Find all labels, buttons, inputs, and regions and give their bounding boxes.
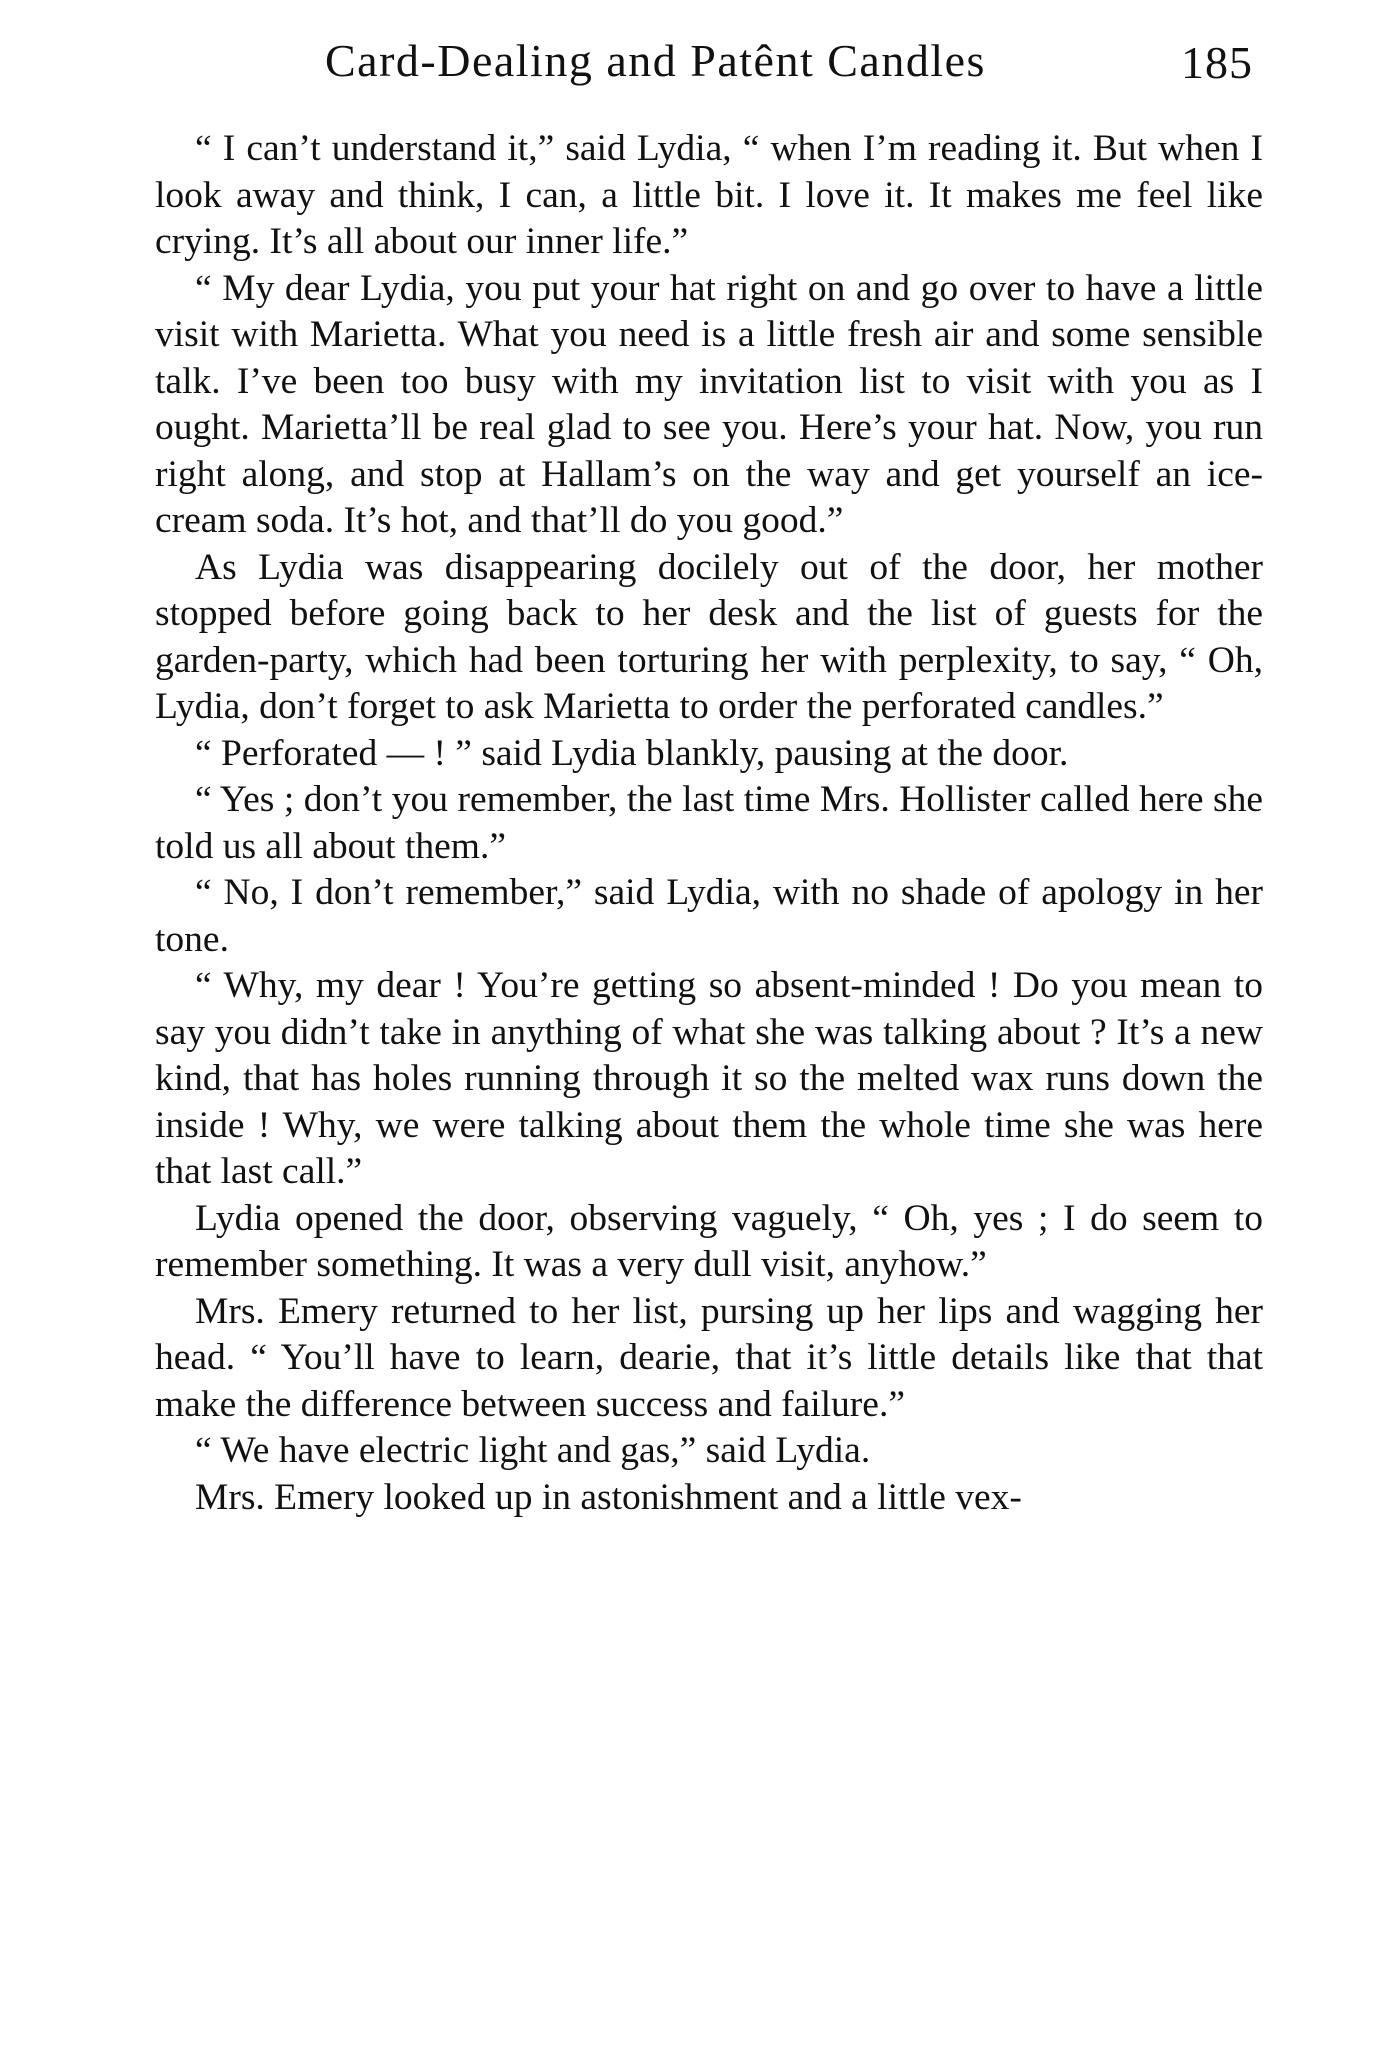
paragraph: As Lydia was disappearing docilely out of the door, her mother stopped before going back to her desk and the list of guests for the garden-party, which had been torturing her with perplexity, to say, “ Oh, Lydia, don’t forget to ask Marietta to order the perforated candles.” [155, 546, 1263, 727]
paragraph: Mrs. Emery looked up in astonishment and a little vex- [195, 1476, 1022, 1518]
paragraph: “ We have electric light and gas,” said Lydia. [195, 1430, 871, 1471]
paragraph: Mrs. Emery returned to her list, pursing up her lips and wagging her head. “ You’ll have to learn, dearie, that it’s little details like that that make the difference between success and failure.” [155, 1290, 1263, 1425]
running-head [155, 34, 1265, 94]
paragraph: “ No, I don’t remember,” said Lydia, with no shade of apology in her tone. [155, 872, 1263, 960]
paragraph: “ Perforated — ! ” said Lydia blankly, pausing at the door. [195, 732, 1069, 774]
paragraph: Lydia opened the door, observing vaguely, “ Oh, yes ; I do seem to remember something. It was a very dull visit, anyhow.” [155, 1197, 1263, 1285]
paragraph: “ Yes ; don’t you remember, the last time Mrs. Hollister called here she told us all about them.” [155, 779, 1263, 867]
page-number: 185 [1181, 37, 1253, 88]
paragraph: “ My dear Lydia, you put your hat right on and go over to have a little visit with Marietta. What you need is a little fresh air and some sensible talk. I’ve been too busy with my invitation list to visit with you as I ought. Marietta’ll be real glad to see you. Here’s your hat. Now, you run right along, and stop at Hallam’s on the way and get yourself an ice-cream soda. It’s hot, and that’ll do you good.” [155, 267, 1263, 541]
body-text [155, 126, 1263, 1521]
paragraph: “ I can’t understand it,” said Lydia, “ when I’m reading it. But when I look away and think, I can, a little bit. I love it. It makes me feel like crying. It’s all about our inner life.” [155, 128, 1263, 262]
running-title: Card-Dealing and Patênt Candles [325, 35, 986, 86]
paragraph: “ Why, my dear ! You’re getting so absent-minded ! Do you mean to say you didn’t take in anything of what she was talking about ? It’s a new kind, that has holes running through it so the melted wax runs down the inside ! Why, we were talking about them the whole time she was here that last call.” [155, 965, 1263, 1192]
